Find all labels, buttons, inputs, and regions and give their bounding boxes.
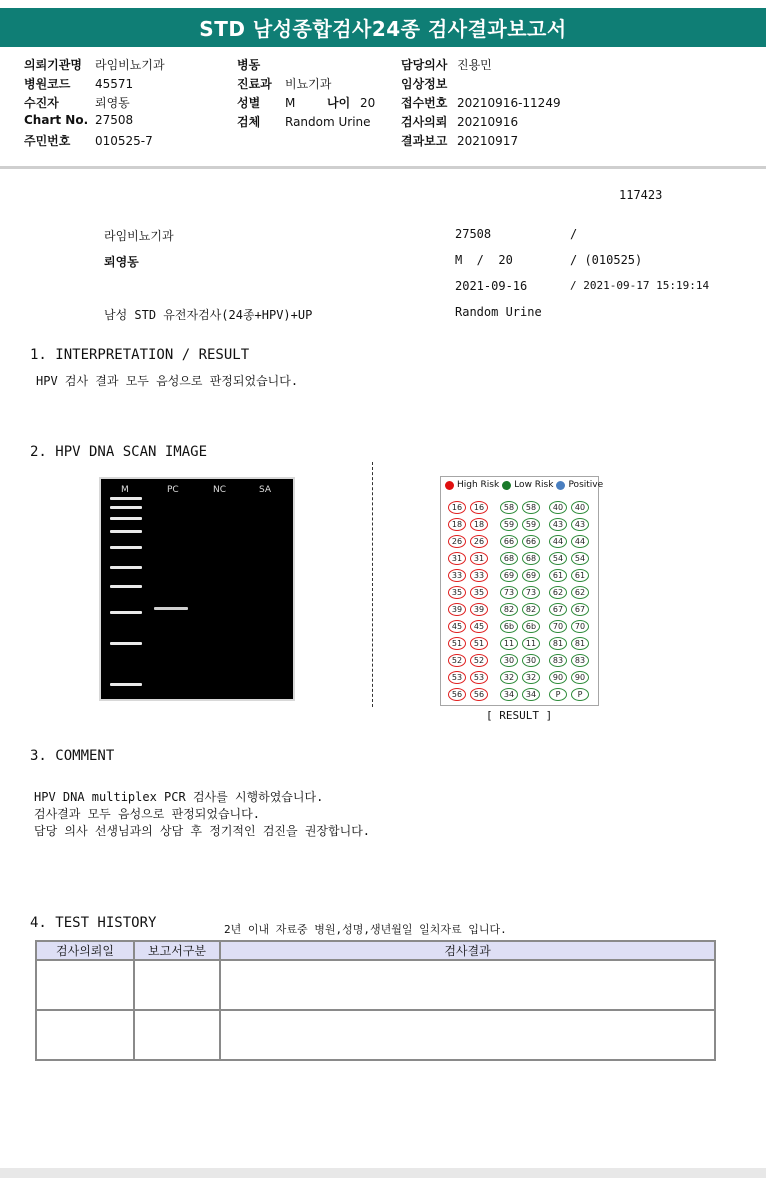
result-cell: 51 [448, 637, 466, 650]
hdr-label: 수진자 [24, 96, 59, 110]
marker-band [110, 546, 142, 549]
result-cell: 56 [448, 688, 466, 701]
marker-band [110, 566, 142, 569]
comment-line: 검사결과 모두 음성으로 판정되었습니다. [34, 807, 260, 821]
result-cell: 44 [549, 535, 567, 548]
result-cell: 69 [500, 569, 518, 582]
result-cell: 54 [549, 552, 567, 565]
result-cell: 40 [571, 501, 589, 514]
result-cell: 40 [549, 501, 567, 514]
hdr-value: 20210916-11249 [457, 96, 561, 110]
result-cell: 16 [470, 501, 488, 514]
hdr-value: 뢰영동 [95, 96, 130, 110]
gel-lane-label: M [121, 485, 129, 495]
header-col3 [401, 56, 601, 151]
marker-band [110, 506, 142, 509]
hdr-value: 010525-7 [95, 134, 153, 148]
info-slash: / [570, 227, 578, 241]
result-cell: 39 [470, 603, 488, 616]
footer-bar [0, 1168, 766, 1178]
report-code: 117423 [619, 188, 663, 202]
legend-high: High Risk [457, 480, 500, 490]
result-caption: [ RESULT ] [486, 709, 553, 722]
result-cell: 68 [500, 552, 518, 565]
result-cell: 11 [500, 637, 518, 650]
result-cell: 73 [522, 586, 540, 599]
table-cell [36, 1010, 134, 1060]
comment-line: HPV DNA multiplex PCR 검사를 시행하였습니다. [34, 790, 324, 804]
interpretation-text: HPV 검사 결과 모두 음성으로 판정되었습니다. [36, 374, 299, 388]
result-cell: 81 [549, 637, 567, 650]
section-scan-title: 2. HPV DNA SCAN IMAGE [30, 444, 208, 460]
history-col-header: 검사결과 [220, 941, 715, 960]
hdr-label: 진료과 [237, 77, 272, 91]
marker-band [110, 530, 142, 533]
marker-band [110, 585, 142, 588]
hdr-label: 주민번호 [24, 134, 71, 148]
result-cell: 26 [448, 535, 466, 548]
result-cell: 68 [522, 552, 540, 565]
result-cell: 52 [448, 654, 466, 667]
result-cell: 33 [470, 569, 488, 582]
history-note: 2년 이내 자료중 병원,성명,생년월일 일치자료 입니다. [224, 923, 507, 936]
result-cell: 32 [500, 671, 518, 684]
legend-low: Low Risk [514, 480, 554, 490]
hdr-value: 20210917 [457, 134, 519, 148]
result-cell: 18 [470, 518, 488, 531]
hdr-label: 결과보고 [401, 134, 448, 148]
info-date-report: / 2021-09-17 15:19:14 [570, 279, 710, 292]
result-cell: 90 [549, 671, 567, 684]
section-comment-title: 3. COMMENT [30, 748, 115, 764]
result-cell: 82 [522, 603, 540, 616]
low-risk-dot-icon [502, 481, 511, 490]
hdr-value: Random Urine [285, 115, 371, 129]
hdr-label: 병동 [237, 58, 261, 72]
table-cell [36, 960, 134, 1010]
section-history-title: 4. TEST HISTORY [30, 915, 157, 931]
result-cell: 53 [470, 671, 488, 684]
hdr-value: 45571 [95, 77, 134, 91]
result-panel [440, 476, 604, 706]
result-cell: 6b [522, 620, 540, 633]
result-cell: 30 [522, 654, 540, 667]
table-cell [134, 960, 220, 1010]
result-cell: 58 [500, 501, 518, 514]
table-cell [220, 1010, 715, 1060]
hdr-value: M [285, 96, 296, 110]
result-cell: 35 [448, 586, 466, 599]
result-cell: 81 [571, 637, 589, 650]
report-title: STD 남성종합검사24종 검사결과보고서 [0, 8, 766, 47]
high-risk-dot-icon [445, 481, 454, 490]
info-sex-age: M / 20 [455, 253, 513, 267]
result-cell: 56 [470, 688, 488, 701]
result-cell: 39 [448, 603, 466, 616]
info-chart: 27508 [455, 227, 492, 241]
hdr-label: 검체 [237, 115, 261, 129]
marker-band [110, 517, 142, 520]
gel-lane-label: NC [213, 485, 227, 495]
section-divider [372, 462, 373, 707]
hdr-value: 27508 [95, 113, 134, 127]
result-cell: 6b [500, 620, 518, 633]
hdr-value: 20210916 [457, 115, 519, 129]
result-cell: 31 [470, 552, 488, 565]
table-cell [220, 960, 715, 1010]
marker-band [110, 642, 142, 645]
section-interpretation-title: 1. INTERPRETATION / RESULT [30, 347, 250, 363]
result-cell: 18 [448, 518, 466, 531]
hdr-value: 진용민 [457, 58, 492, 72]
result-cell: 61 [571, 569, 589, 582]
result-cell: 61 [549, 569, 567, 582]
info-hospital: 라임비뇨기과 [104, 229, 174, 243]
info-patient: 뢰영동 [104, 255, 139, 269]
result-cell: 35 [470, 586, 488, 599]
hdr-label: 의뢰기관명 [24, 58, 82, 72]
result-cell: 66 [500, 535, 518, 548]
result-cell: 58 [522, 501, 540, 514]
result-cell: P [571, 688, 589, 701]
result-cell: 66 [522, 535, 540, 548]
age-label: 나이 [327, 96, 351, 110]
marker-band [110, 683, 142, 686]
result-cell: 34 [500, 688, 518, 701]
history-table [35, 940, 716, 1061]
info-test-name: 남성 STD 유전자검사(24종+HPV)+UP [104, 308, 313, 322]
result-cell: 16 [448, 501, 466, 514]
result-cell: P [549, 688, 567, 701]
legend-positive: Positive [568, 480, 604, 490]
result-cell: 90 [571, 671, 589, 684]
result-cell: 82 [500, 603, 518, 616]
result-cell: 70 [571, 620, 589, 633]
pc-band [154, 607, 188, 610]
hdr-value: 라임비뇨기과 [95, 58, 165, 72]
age-value: 20 [360, 96, 376, 110]
result-cell: 32 [522, 671, 540, 684]
result-cell: 70 [549, 620, 567, 633]
result-cell: 69 [522, 569, 540, 582]
gel-image [99, 477, 295, 701]
result-cell: 52 [470, 654, 488, 667]
gel-lane-label: PC [167, 485, 179, 495]
result-cell: 67 [571, 603, 589, 616]
comment-line: 담당 의사 선생님과의 상담 후 정기적인 검진을 권장합니다. [34, 824, 371, 838]
result-cell: 43 [549, 518, 567, 531]
gel-lane-label: SA [259, 485, 272, 495]
header-col1 [24, 56, 224, 151]
history-col-header: 보고서구분 [134, 941, 220, 960]
result-cell: 34 [522, 688, 540, 701]
result-cell: 51 [470, 637, 488, 650]
result-cell: 33 [448, 569, 466, 582]
result-cell: 31 [448, 552, 466, 565]
table-row [36, 1010, 715, 1060]
marker-band [110, 611, 142, 614]
hdr-label: 성별 [237, 96, 261, 110]
result-cell: 44 [571, 535, 589, 548]
result-cell: 67 [549, 603, 567, 616]
result-cell: 59 [500, 518, 518, 531]
table-cell [134, 1010, 220, 1060]
header-divider [0, 166, 766, 169]
result-cell: 62 [571, 586, 589, 599]
info-specimen: Random Urine [455, 305, 542, 319]
result-cell: 26 [470, 535, 488, 548]
result-legend [445, 480, 603, 490]
result-cell: 43 [571, 518, 589, 531]
result-cell: 45 [448, 620, 466, 633]
result-cell: 73 [500, 586, 518, 599]
hdr-label: Chart No. [24, 113, 89, 127]
result-cell: 83 [549, 654, 567, 667]
marker-band [110, 497, 142, 500]
result-cell: 62 [549, 586, 567, 599]
table-row [36, 960, 715, 1010]
header-col2 [237, 56, 397, 132]
info-date-request: 2021-09-16 [455, 279, 528, 293]
history-header-row [36, 941, 715, 960]
hdr-label: 담당의사 [401, 58, 448, 72]
info-id: / (010525) [570, 253, 643, 267]
hdr-label: 검사의뢰 [401, 115, 448, 129]
result-cell: 30 [500, 654, 518, 667]
hdr-label: 병원코드 [24, 77, 71, 91]
result-cell: 59 [522, 518, 540, 531]
hdr-value: 비뇨기과 [285, 77, 332, 91]
result-cell: 83 [571, 654, 589, 667]
hdr-label: 임상정보 [401, 77, 448, 91]
result-cell: 54 [571, 552, 589, 565]
result-cell: 11 [522, 637, 540, 650]
result-cell: 45 [470, 620, 488, 633]
history-col-header: 검사의뢰일 [36, 941, 134, 960]
positive-dot-icon [556, 481, 565, 490]
result-cell: 53 [448, 671, 466, 684]
hdr-label: 접수번호 [401, 96, 448, 110]
